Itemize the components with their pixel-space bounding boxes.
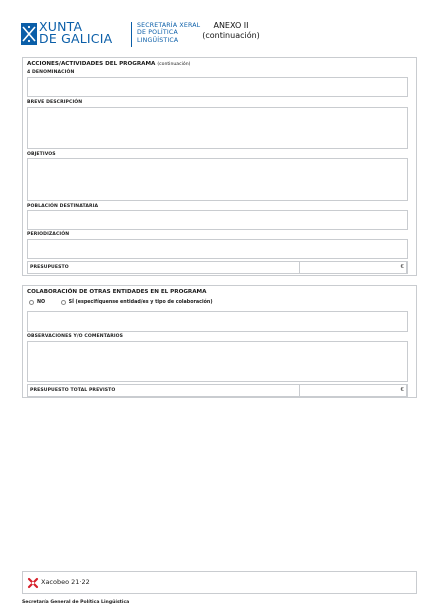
radio-si-icon[interactable] xyxy=(61,300,66,305)
total-budget-input[interactable] xyxy=(299,384,407,397)
poblacion-field[interactable] xyxy=(27,210,408,230)
option-si[interactable] xyxy=(61,300,213,305)
xacobeo-brand: Xacobeo 21·22 xyxy=(41,578,90,586)
poblacion-label: POBLACIÓN DESTINATARIA xyxy=(27,204,99,209)
option-no[interactable] xyxy=(29,300,45,305)
logo-sub-line-1: SECRETARÍA XERAL xyxy=(137,22,201,29)
xunta-logo-icon xyxy=(21,23,37,45)
observations-label: OBSERVACIONES Y/O COMENTARIOS xyxy=(27,334,124,339)
actions-title-suffix: (continuación) xyxy=(157,62,191,67)
total-euro-symbol: € xyxy=(400,387,404,393)
annex-heading xyxy=(196,21,266,41)
radio-no-icon[interactable] xyxy=(29,300,34,305)
logo-line-1: XUNTA xyxy=(39,19,83,34)
budget-row xyxy=(27,261,408,274)
footer-note: Secretaría General de Política Lingüística xyxy=(22,600,130,605)
periodizacion-field[interactable] xyxy=(27,239,408,259)
xacobeo-logo-icon xyxy=(27,577,39,589)
logo-divider xyxy=(131,22,132,47)
logo-subtitle xyxy=(137,22,200,44)
descripcion-label: BREVE DESCRIPCIÓN xyxy=(27,100,83,105)
total-budget-label: PRESUPUESTO TOTAL PREVISTO xyxy=(30,388,116,393)
budget-label: PRESUPUESTO xyxy=(30,265,69,270)
periodizacion-label: PERIODIZACIÓN xyxy=(27,232,70,237)
budget-input[interactable] xyxy=(299,261,407,274)
euro-symbol: € xyxy=(400,264,404,270)
objetivos-label: OBJETIVOS xyxy=(27,152,56,157)
actions-section xyxy=(22,57,417,276)
denominacion-field[interactable] xyxy=(27,77,408,97)
collaboration-section-title: COLABORACIÓN DE OTRAS ENTIDADES EN EL PROGRAMA xyxy=(27,289,207,295)
page-header xyxy=(21,20,421,50)
actions-title-text: ACCIONES/ACTIVIDADES DEL PROGRAMA xyxy=(27,61,156,67)
option-no-label: NO xyxy=(37,300,46,305)
logo-line-2: DE GALICIA xyxy=(39,31,113,46)
option-si-label: SÍ (especifíquense entidad/es y tipo de colaboración) xyxy=(68,300,213,305)
collaboration-details-field[interactable] xyxy=(27,311,408,332)
total-budget-row xyxy=(27,384,408,397)
actions-section-title xyxy=(27,61,190,67)
objetivos-field[interactable] xyxy=(27,158,408,201)
observations-field[interactable] xyxy=(27,341,408,382)
collaboration-section xyxy=(22,285,417,398)
logo-sub-line-3: LINGÜÍSTICA xyxy=(137,36,179,44)
logo-wordmark xyxy=(39,21,112,45)
annex-title: ANEXO II xyxy=(213,21,249,30)
footer-box xyxy=(22,571,417,594)
annex-subtitle: (continuación) xyxy=(202,31,260,40)
logo-sub-line-2: DE POLÍTICA xyxy=(137,29,178,37)
descripcion-field[interactable] xyxy=(27,107,408,149)
denominacion-label: 4 DENOMINACIÓN xyxy=(27,70,75,75)
collaboration-options xyxy=(29,300,227,307)
